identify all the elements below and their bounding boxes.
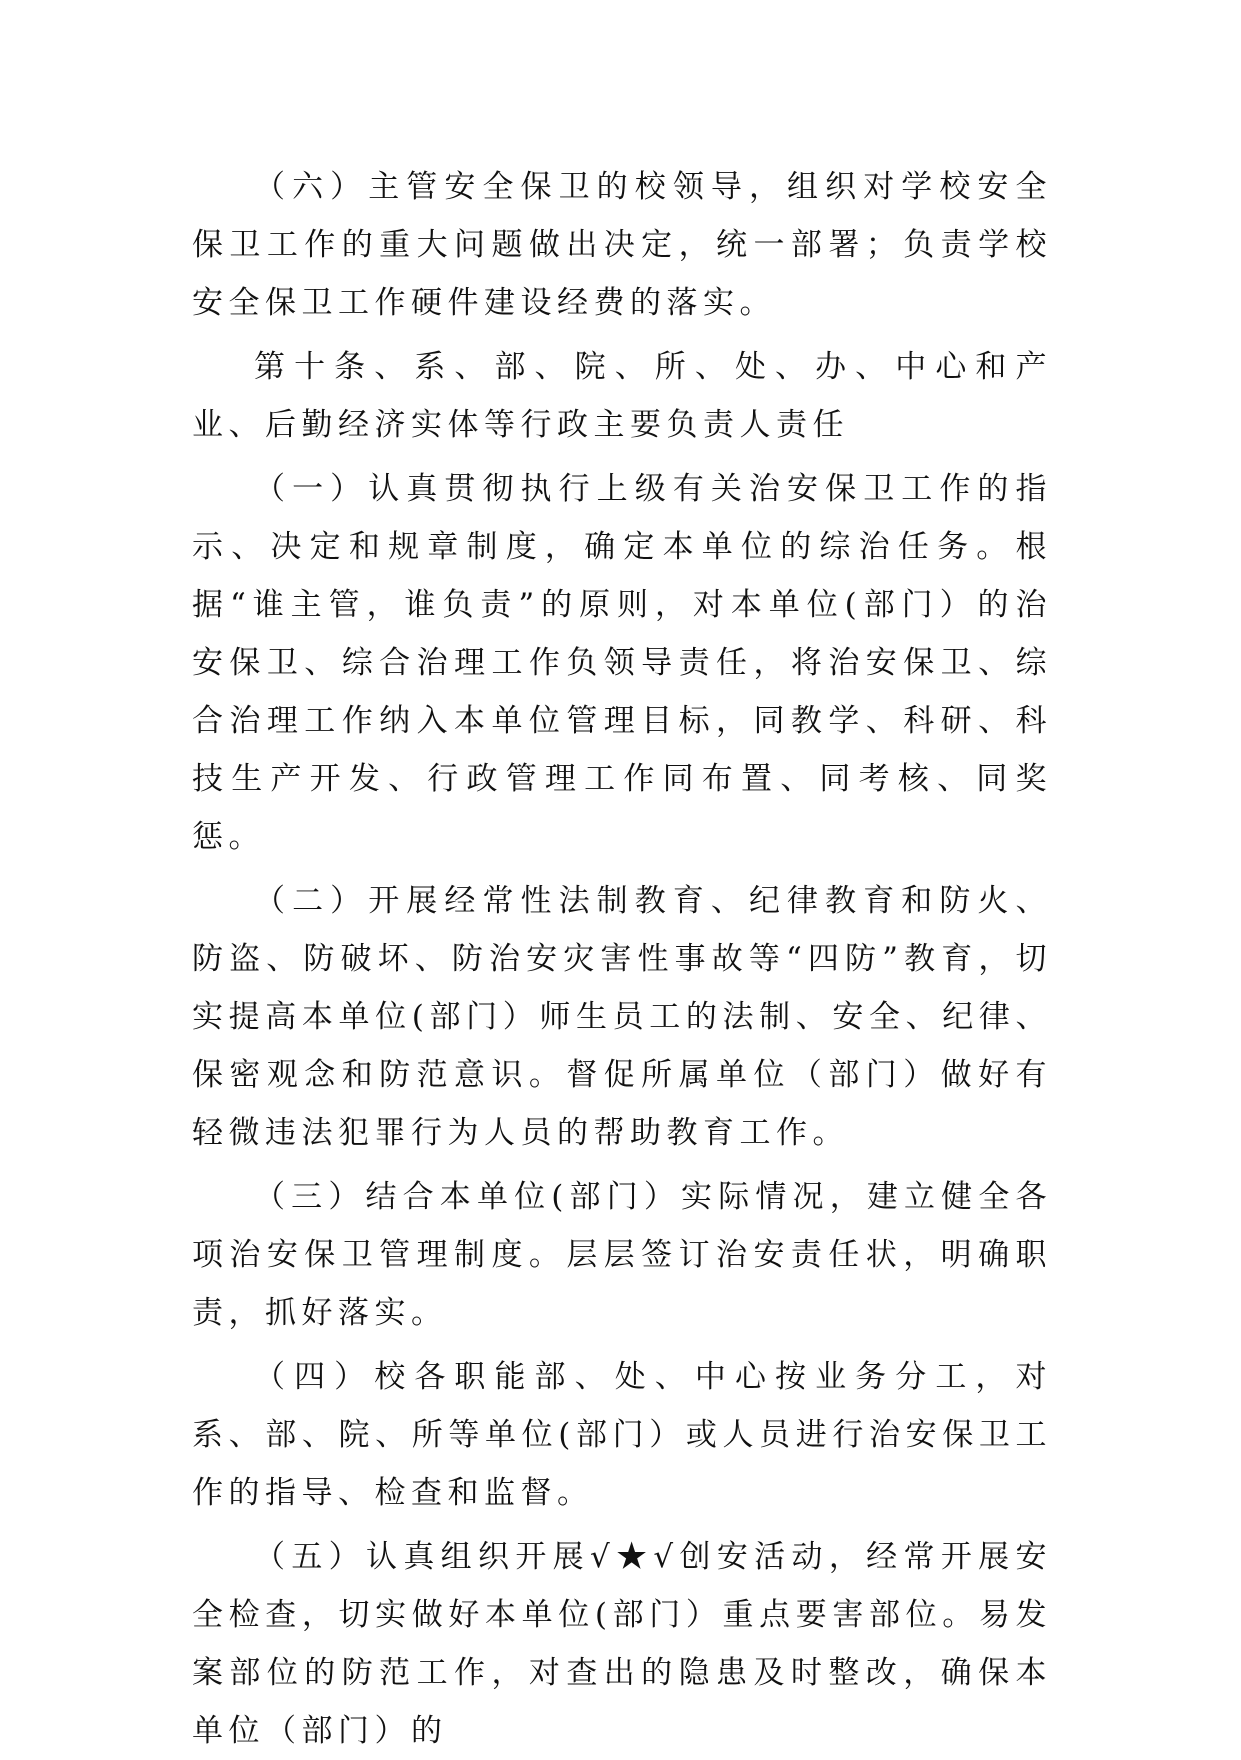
paragraph-5: （三）结合本单位(部门）实际情况，建立健全各项治安保卫管理制度。层层签订治安责任状，明确职责，抓好落实。 — [192, 1179, 1052, 1331]
paragraph-4: （二）开展经常性法制教育、纪律教育和防火、防盗、防破坏、防治安灾害性事故等“四防”教育，切实提高本单位(部门）师生员工的法制、安全、纪律、保密观念和防范意识。督促所属单位（部门）做好有轻微违法犯罪行为人员的帮助教育工作。 — [192, 883, 1052, 1151]
paragraph-2: 第十条、系、部、院、所、处、办、中心和产业、后勤经济实体等行政主要负责人责任 — [192, 349, 1052, 443]
paragraph-6: （四）校各职能部、处、中心按业务分工，对系、部、院、所等单位(部门）或人员进行治安保卫工作的指导、检查和监督。 — [192, 1359, 1052, 1511]
document-page — [192, 158, 1052, 1760]
paragraph-1: （六）主管安全保卫的校领导，组织对学校安全保卫工作的重大问题做出决定，统一部署；负责学校安全保卫工作硬件建设经费的落实。 — [192, 169, 1052, 321]
paragraph-7: （五）认真组织开展√★√创安活动，经常开展安全检查，切实做好本单位(部门）重点要害部位。易发案部位的防范工作，对查出的隐患及时整改，确保本单位（部门）的 — [192, 1539, 1052, 1749]
paragraph-3: （一）认真贯彻执行上级有关治安保卫工作的指示、决定和规章制度，确定本单位的综治任务。根据“谁主管，谁负责”的原则，对本单位(部门）的治安保卫、综合治理工作负领导责任，将治安保卫、综合治理工作纳入本单位管理目标，同教学、科研、科技生产开发、行政管理工作同布置、同考核、同奖惩。 — [192, 471, 1052, 855]
